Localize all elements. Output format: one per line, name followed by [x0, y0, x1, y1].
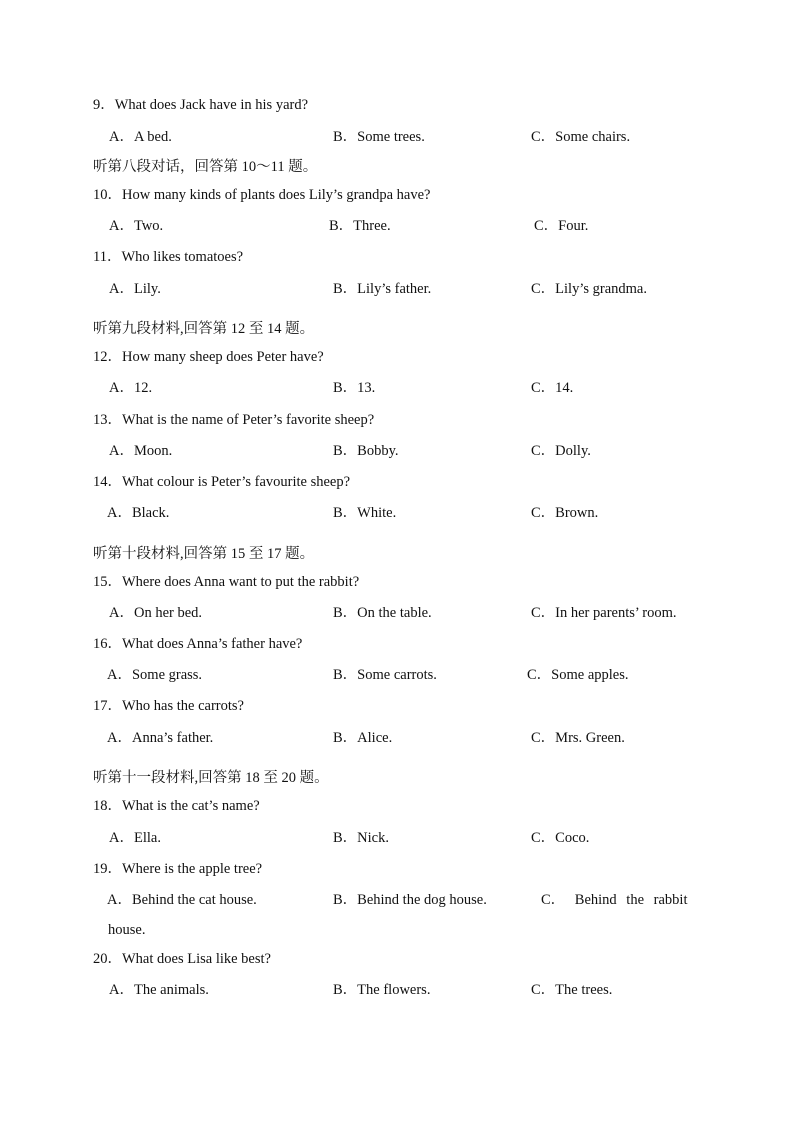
option-c: C．Coco. [531, 830, 590, 846]
option-b: B．Behind the dog house. [333, 892, 487, 908]
option-b: B．Some trees. [333, 129, 425, 145]
option-c: C．Some apples. [527, 667, 629, 683]
question-12 [0, 347, 794, 367]
option-c: C．Some chairs. [531, 129, 631, 145]
option-a: A．Two. [109, 218, 164, 234]
section-header-11 [0, 768, 794, 788]
option-b: B．On the table. [333, 605, 432, 621]
options-14 [0, 503, 794, 523]
option-a: A．On her bed. [109, 605, 203, 621]
options-15 [0, 603, 794, 623]
option-b: B．The flowers. [333, 982, 431, 998]
section-header-10 [0, 544, 794, 564]
question-text: 19．Where is the apple tree? [93, 861, 263, 877]
question-14 [0, 472, 794, 492]
question-15 [0, 572, 794, 592]
options-13 [0, 441, 794, 461]
options-19-continued [0, 920, 794, 940]
question-13 [0, 410, 794, 430]
question-20 [0, 949, 794, 969]
option-b: B．Some carrots. [333, 667, 437, 683]
options-9 [0, 127, 794, 147]
option-c: C． Behind the rabbit [541, 892, 688, 908]
option-b: B．13. [333, 380, 376, 396]
option-a: A．Anna’s father. [107, 730, 214, 746]
option-a: A．Black. [107, 505, 170, 521]
question-text: 17．Who has the carrots? [93, 698, 244, 714]
option-c: C．The trees. [531, 982, 613, 998]
option-c: C．Dolly. [531, 443, 591, 459]
question-9 [0, 95, 794, 115]
option-a: A．Some grass. [107, 667, 203, 683]
section-header-text: 听第十段材料,回答第 15 至 17 题。 [93, 546, 315, 562]
question-text: 18．What is the cat’s name? [93, 798, 260, 814]
option-b: B．Lily’s father. [333, 281, 432, 297]
option-c: C．Lily’s grandma. [531, 281, 647, 297]
section-header-8 [0, 157, 794, 177]
section-header-text: 听第十一段材料,回答第 18 至 20 题。 [93, 770, 329, 786]
options-11 [0, 279, 794, 299]
option-b: B．Alice. [333, 730, 393, 746]
option-a: A．A bed. [109, 129, 172, 145]
question-text: 15．Where does Anna want to put the rabbit? [93, 574, 360, 590]
option-b: B．Bobby. [333, 443, 399, 459]
option-c: C．Brown. [531, 505, 599, 521]
question-11 [0, 247, 794, 267]
question-text: 16．What does Anna’s father have? [93, 636, 303, 652]
option-c: C．Four. [534, 218, 589, 234]
option-a: A．Ella. [109, 830, 161, 846]
question-18 [0, 796, 794, 816]
option-b: B．Three. [329, 218, 391, 234]
option-a: A．The animals. [109, 982, 209, 998]
question-17 [0, 696, 794, 716]
question-text: 20．What does Lisa like best? [93, 951, 271, 967]
option-c-continued: house. [108, 922, 146, 938]
options-10 [0, 216, 794, 236]
question-16 [0, 634, 794, 654]
option-c: C．In her parents’ room. [531, 605, 677, 621]
question-text: 10．How many kinds of plants does Lily’s grandpa have? [93, 187, 431, 203]
option-a: A．Behind the cat house. [107, 892, 257, 908]
question-text: 9．What does Jack have in his yard? [93, 97, 309, 113]
option-a: A．Lily. [109, 281, 161, 297]
option-b: B．Nick. [333, 830, 389, 846]
option-c: C．Mrs. Green. [531, 730, 625, 746]
option-b: B．White. [333, 505, 397, 521]
option-c: C．14. [531, 380, 574, 396]
question-text: 13．What is the name of Peter’s favorite sheep? [93, 412, 375, 428]
options-20 [0, 980, 794, 1000]
question-19 [0, 859, 794, 879]
section-header-9 [0, 319, 794, 339]
question-text: 14．What colour is Peter’s favourite sheep? [93, 474, 351, 490]
options-19 [0, 890, 794, 910]
option-a: A．12. [109, 380, 153, 396]
options-18 [0, 828, 794, 848]
options-16 [0, 665, 794, 685]
options-17 [0, 728, 794, 748]
option-a: A．Moon. [109, 443, 173, 459]
question-text: 12．How many sheep does Peter have? [93, 349, 324, 365]
question-text: 11．Who likes tomatoes? [93, 249, 244, 265]
options-12 [0, 378, 794, 398]
question-10 [0, 185, 794, 205]
section-header-text: 听第八段对话，回答第 10～11 题。 [93, 159, 318, 175]
section-header-text: 听第九段材料,回答第 12 至 14 题。 [93, 321, 315, 337]
